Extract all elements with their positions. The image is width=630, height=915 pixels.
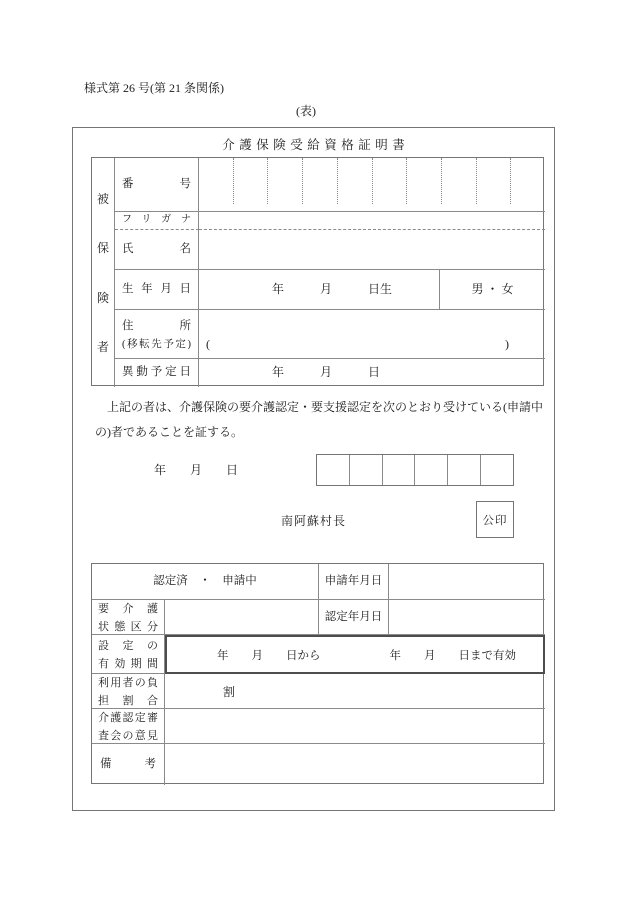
- address-label: [115, 310, 199, 359]
- number-digit-cell: [406, 158, 441, 204]
- furigana-value-cell: [199, 212, 545, 230]
- issue-date-label: 年 月 日: [154, 463, 239, 477]
- copay-ratio-value: 割: [165, 674, 545, 709]
- name-label: 氏名: [115, 230, 199, 270]
- application-date-label: 申請年月日: [319, 564, 389, 600]
- date-stamp-grid: [316, 454, 514, 486]
- official-seal-box: 公印: [476, 501, 514, 538]
- board-opinion-label: 介護認定審 査会の意見: [92, 709, 165, 744]
- care-level-value-cell: [165, 600, 319, 635]
- board-opinion-value-cell: [165, 709, 545, 744]
- date-stamp-cell: [349, 455, 382, 485]
- gender-value: 男 ・ 女: [439, 270, 545, 309]
- certificate-title: 介護保険受給資格証明書: [222, 138, 410, 152]
- number-digit-cell: [267, 158, 302, 204]
- transfer-date-label: 異動予定日: [115, 359, 199, 387]
- issuer-name: 南阿蘇村長: [280, 514, 346, 528]
- name-value-cell: [199, 230, 545, 270]
- copay-ratio-label: 利用者の負 担割合: [92, 674, 165, 709]
- form-number: 様式第 26 号(第 21 条関係): [84, 81, 224, 95]
- insured-group-label: [92, 158, 115, 387]
- number-digit-cell: [372, 158, 407, 204]
- address-label-line1: 住所: [122, 320, 191, 332]
- birthdate-row: [199, 270, 545, 310]
- number-digit-cell: [337, 158, 372, 204]
- group-char-hi: 被: [96, 192, 109, 207]
- certification-date-label: 認定年月日: [319, 600, 389, 635]
- certification-status-table: [91, 563, 544, 784]
- certificate-sheet: [72, 127, 555, 811]
- date-stamp-cell: [480, 455, 513, 485]
- remarks-value-cell: [165, 744, 545, 785]
- care-level-label: 要介護 状態区分: [92, 600, 165, 635]
- group-char-sha: 者: [96, 339, 109, 354]
- number-label: 番号: [115, 158, 199, 212]
- number-digit-cell: [233, 158, 268, 204]
- date-stamp-cell: [317, 455, 349, 485]
- group-char-ho: 保: [96, 241, 109, 256]
- certification-date-value-cell: [389, 600, 545, 635]
- date-stamp-cell: [447, 455, 480, 485]
- certifying-statement: [95, 395, 543, 445]
- address-value-cell: [199, 310, 545, 359]
- number-digit-cell: [302, 158, 337, 204]
- date-stamp-cell: [382, 455, 415, 485]
- application-date-value-cell: [389, 564, 545, 600]
- validity-period-label: 設定の 有効期間: [92, 635, 165, 674]
- address-close-paren: ): [505, 337, 509, 351]
- statement-line2: の)者であることを証する。: [95, 425, 243, 439]
- furigana-label: フリガナ: [115, 212, 199, 230]
- number-digit-cell: [199, 158, 233, 204]
- sheet-side-label: (表): [296, 104, 316, 118]
- birthdate-value: 年 月 日生: [272, 282, 393, 296]
- number-digit-cell: [476, 158, 511, 204]
- validity-period-value: 年 月 日から 年 月 日まで有効: [165, 635, 545, 674]
- transfer-date-value: 年 月 日: [272, 365, 381, 379]
- statement-line1: 上記の者は、介護保険の要介護認定・要支援認定を次のとおり受けている(申請中: [95, 400, 543, 414]
- certified-or-pending: 認定済 ・ 申請中: [92, 564, 319, 600]
- number-digit-cell: [510, 158, 545, 204]
- remarks-label: 備考: [92, 744, 165, 785]
- address-open-paren: (: [206, 337, 210, 351]
- address-label-line2: (移転先予定): [122, 339, 191, 350]
- insured-person-table: [91, 157, 544, 386]
- birthdate-label: 生年月日: [115, 270, 199, 310]
- group-char-ken: 険: [96, 290, 109, 305]
- number-value-grid: [199, 158, 545, 212]
- number-digit-cell: [441, 158, 476, 204]
- date-stamp-cell: [414, 455, 447, 485]
